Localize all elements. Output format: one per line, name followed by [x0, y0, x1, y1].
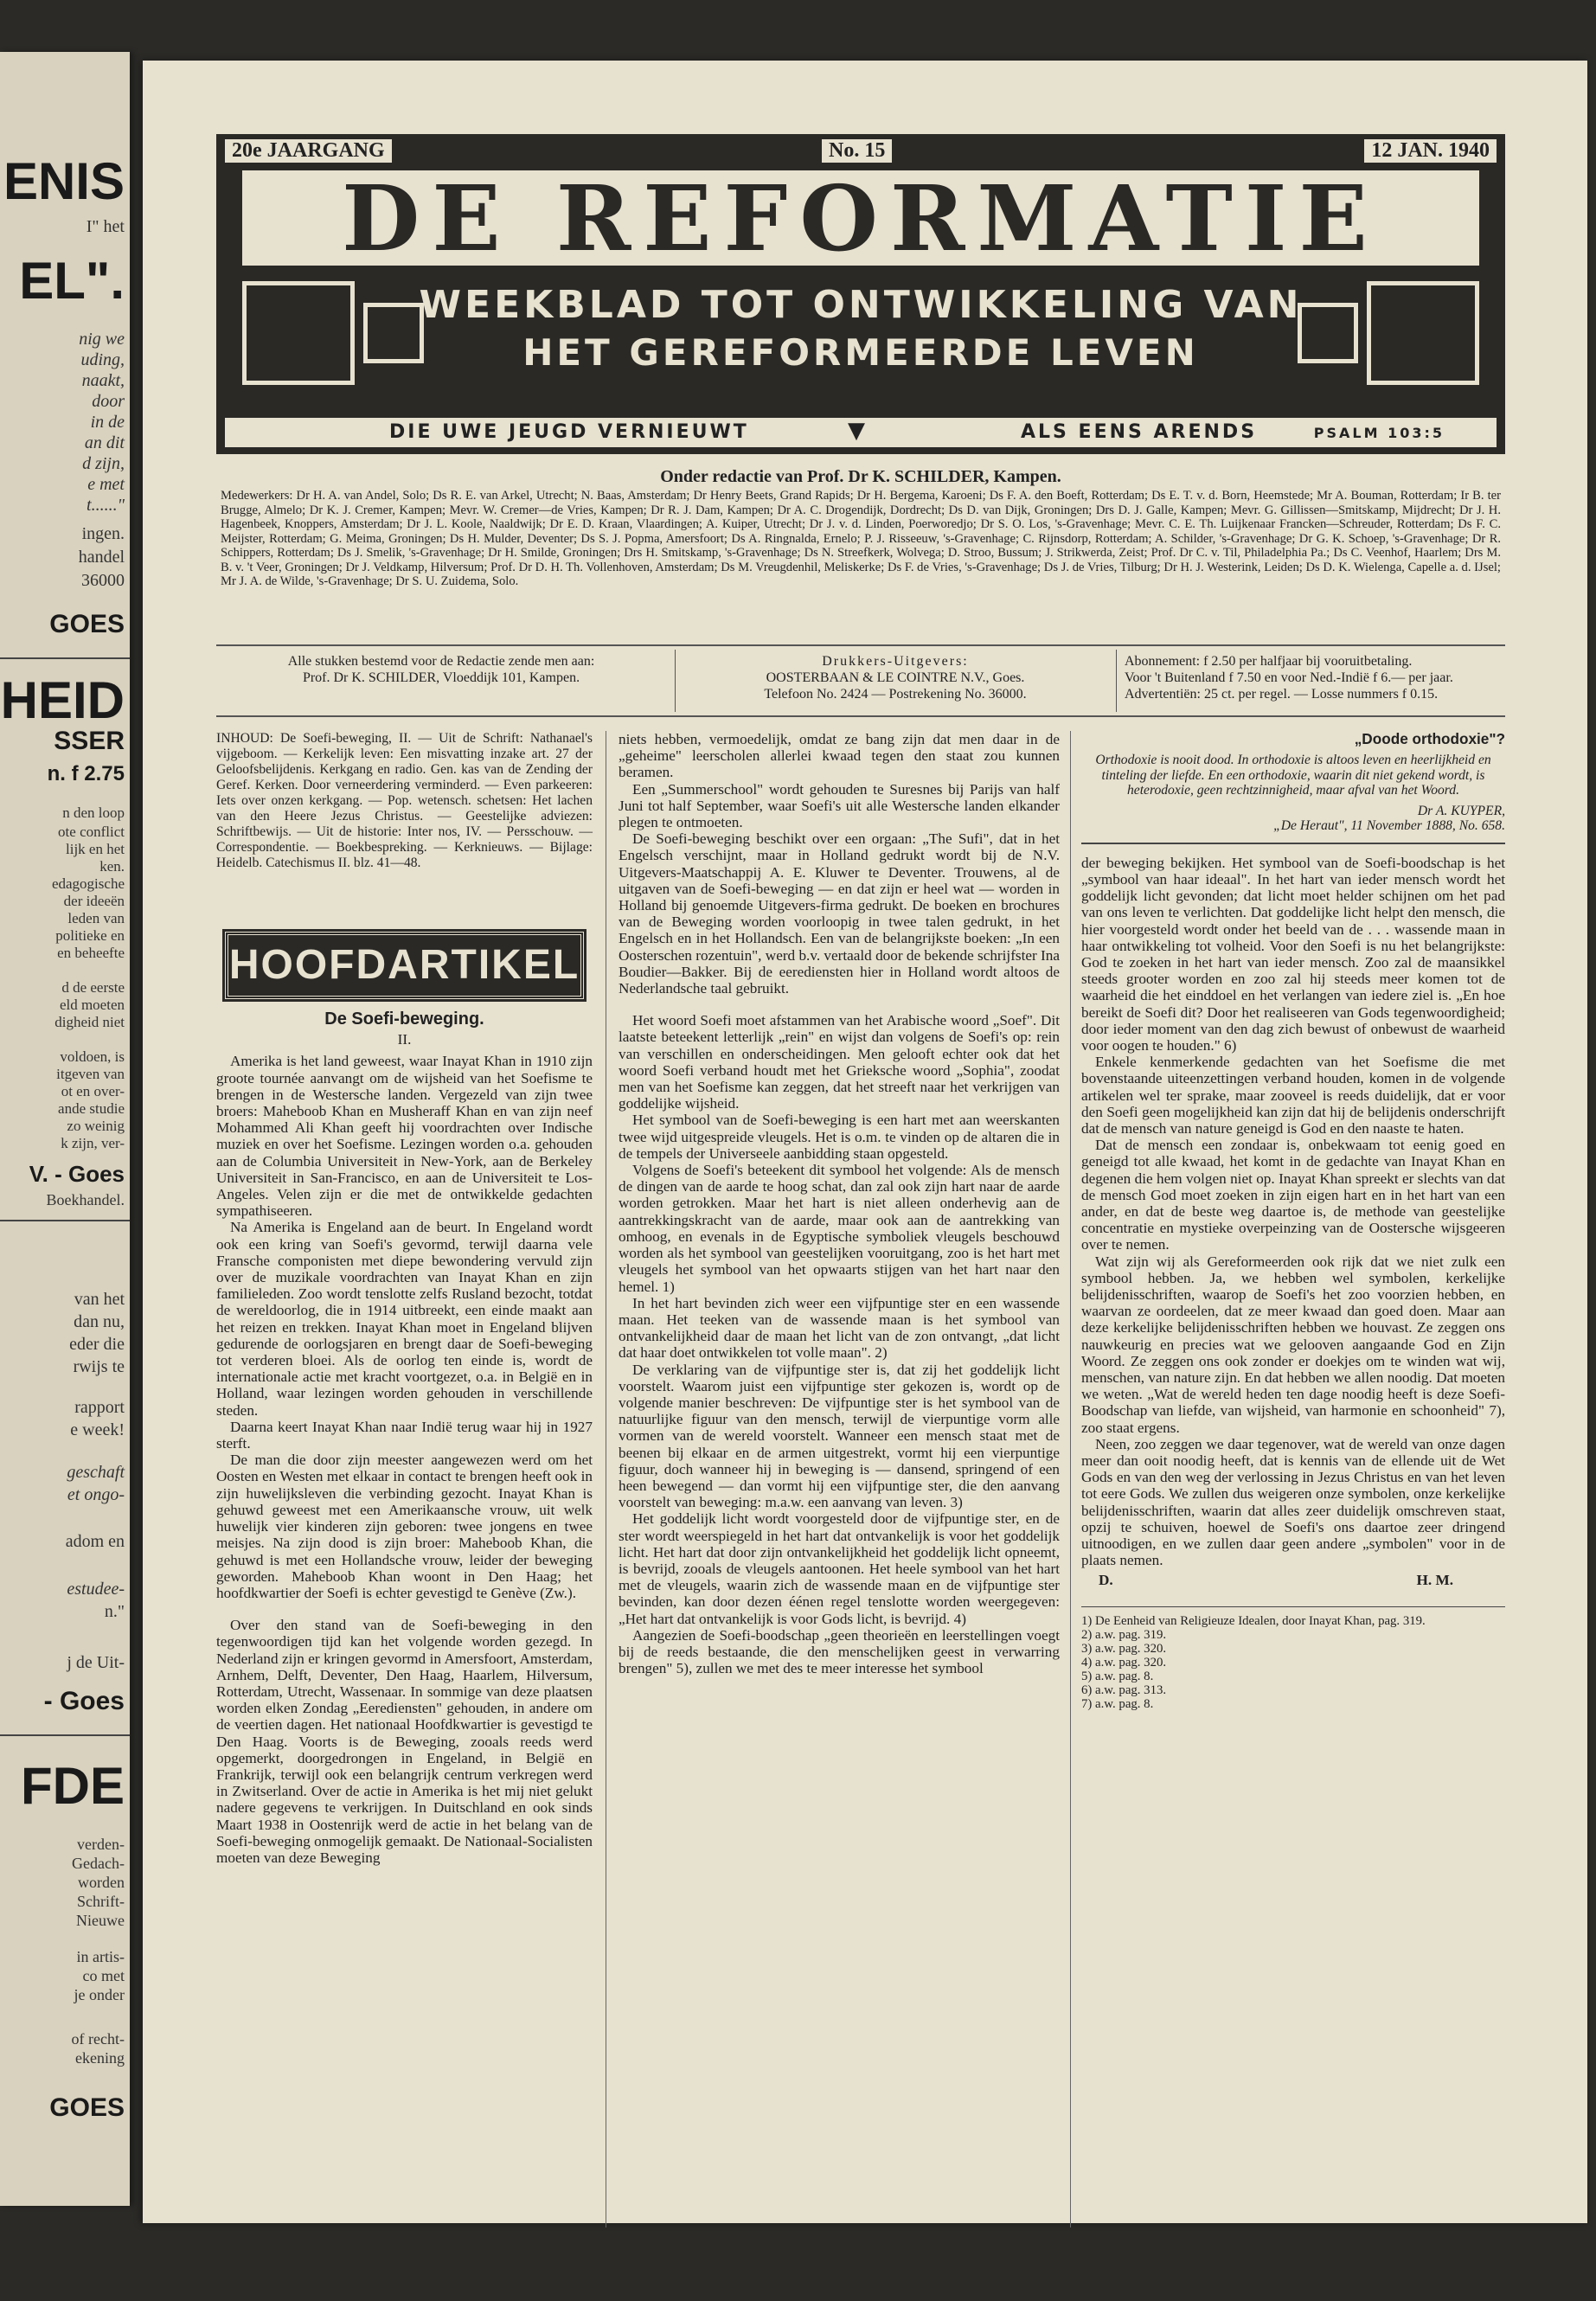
strip-text: edagogische	[51, 875, 125, 892]
divider	[675, 650, 676, 712]
editorial-address-line: Prof. Dr K. SCHILDER, Vloeddijk 101, Kampen.	[302, 670, 580, 685]
strip-text: door	[92, 392, 125, 411]
strip-text: et ongo-	[67, 1485, 125, 1504]
article-part-number: II.	[397, 1031, 412, 1048]
strip-rule	[0, 1220, 130, 1221]
strip-text: ingen.	[81, 524, 125, 543]
article-signature	[1081, 1572, 1505, 1588]
strip-text: - Goes	[43, 1687, 125, 1715]
divider	[1116, 650, 1117, 712]
strip-text: Gedach-	[72, 1855, 125, 1872]
quote-box	[1081, 731, 1505, 844]
issue-date: 12 JAN. 1940	[1364, 139, 1497, 163]
strip-text: je onder	[74, 1986, 125, 2003]
strip-text: d zijn,	[82, 454, 125, 473]
strip-text: leden van	[67, 910, 125, 926]
strip-text: of recht-	[71, 2030, 125, 2048]
strip-text: t......"	[87, 496, 125, 515]
strip-text: n den loop	[62, 804, 125, 821]
footnote: 6) a.w. pag. 313.	[1081, 1682, 1167, 1697]
article-paragraph: Een „Summerschool" wordt gehouden te Suresnes bij Parijs van half Juni tot half September, waar Soefi's uit alle Westersche landen elkander plegen te ontmoeten.	[619, 780, 1060, 831]
article-paragraph: Het goddelijk licht wordt voorgesteld door de vijfpuntige ster, en de ster wordt weerspiegeld in het hart dat ontvankelijk is voor het goddelijk licht. Het hart dat door zijn ontvankelijkheid het goddelijk licht opneemt, is bevrijd, zooals de vleugels aantoonen. Het heele symbool van het hart met de vleugels, waarin zich de wassende maan en de vijfpuntige ster bevinden, kan door dezen éénen regel tenslotte worden weergegeven: „Het hart dat ontvankelijk is voor Gods licht, is bevrijd. 4)	[619, 1510, 1060, 1627]
article-title: De Soefi-beweging.	[324, 1009, 484, 1029]
strip-text: voldoen, is	[60, 1048, 125, 1065]
previous-page-strip	[0, 52, 130, 2206]
signature-right: H. M.	[1416, 1572, 1453, 1589]
strip-text: Boekhandel.	[46, 1191, 125, 1208]
strip-text: I" het	[86, 217, 125, 236]
column-divider	[1070, 731, 1071, 2227]
strip-rule	[0, 1734, 130, 1736]
article-paragraph: De verklaring van de vijfpuntige ster is, dat zij het goddelijk licht voorstelt. Waarom juist een vijfpuntige ster gekozen is, wordt op de volgende manier beschreven: De vijfpuntige ster is het symbool van de natuurlijke figuur van den mensch, terwijl de vierpuntige vorm alle vormen van de wereld voorstelt. Wanneer een mensch staat met de beenen bij elkaar en de armen uitgestrekt, vormt hij een vierpuntige figuur, doch wanneer hij in beweging is — dansend, springend of een heen bewegend — dan vormt hij een vijfpuntige ster, die den aanvang voorstelt van beweging: m.a.w. een aanvang van leven. 3)	[619, 1361, 1060, 1511]
strip-text: co met	[82, 1967, 125, 1984]
publisher-contact: Telefoon No. 2424 — Postrekening No. 36000.	[764, 687, 1027, 702]
strip-text: en beheefte	[57, 945, 125, 961]
motto-bar	[225, 418, 1497, 447]
editor-line: Onder redactie van Prof. Dr K. SCHILDER, Kampen.	[660, 467, 1061, 486]
strip-text: ken.	[99, 858, 125, 875]
article-paragraph: Over den stand van de Soefi-beweging in den tegenwoordigen tijd kan het volgende worden gezegd. In Nederland zijn er kringen gevormd in Amersfoort, Amsterdam, Arnhem, Delft, Deventer, Den Haag, Haarlem, Hilversum, Rotterdam, Utrecht, Wassenaar. In sommige van deze plaatsen worden elken Zondag „Eerediensten" gehouden, in andere om de veertien dagen. Het nationaal Hoofdkwartier is gevestigd te Den Haag. Voorts is de Beweging, zooals reeds werd opgemerkt, doorgedrongen in Engeland, in België en Frankrijk, terwijl ook een belangrijk centrum verkregen werd in Zwitserland. Over de actie in Amerika is het mij niet gelukt nadere gegevens te verkrijgen. In Duitschland en ook sinds Maart 1938 in Oostenrijk werd de actie in het belang van de Soefi-beweging onmogelijk gemaakt. De Nationaal-Socialisten moeten van deze Beweging	[216, 1617, 593, 1866]
article-paragraph: Aangezien de Soefi-boodschap „geen theorieën en leerstellingen voegt bij de reeds bestaande, die den menschelijken geest in verwarring brengen" 5), zullen we met des te meer interesse het symbool	[619, 1626, 1060, 1677]
article-paragraph: Neen, zoo zeggen we daar tegenover, wat de wereld van onze dagen meer dan ooit noodig heeft, dat is kennis van de ellende uit de Wet Gods en van den weg der verlossing in Jezus Christus en van het leven tot eere Gods. We zullen dus weigeren onze symbolen, onze kerkelijke belijdenisschriften, waarin dat alles zeer duidelijk omschreven staat, opzij te schuiven, hoewel de Soefi's ons daartoe zeer dringend uitnoodigen, en we zullen daar geen andere „symbolen" voor in de plaats nemen.	[1081, 1435, 1505, 1569]
strip-text: Nieuwe	[76, 1912, 125, 1929]
strip-text: ot en over-	[61, 1083, 125, 1099]
strip-text: worden	[78, 1874, 125, 1891]
strip-text: eder die	[69, 1335, 125, 1354]
strip-text: n."	[104, 1602, 125, 1621]
strip-text: politieke en	[55, 927, 125, 944]
footnote: 7) a.w. pag. 8.	[1081, 1696, 1154, 1711]
strip-text: lijk en het	[66, 841, 125, 857]
strip-text: ande studie	[58, 1100, 125, 1117]
subscription-line: Voor 't Buitenland f 7.50 en voor Ned.-Indië f 6.— per jaar.	[1125, 670, 1453, 685]
issue-number: No. 15	[822, 139, 892, 163]
strip-text: SSER	[54, 727, 125, 755]
article-paragraph: Amerika is het land geweest, waar Inayat Khan in 1910 zijn groote tournée aanvangt om de wijsheid van het Soefisme te brengen in de Westersche landen. Vergezeld van zijn twee broers: Maheboob Khan en Musheraff Khan en van zijn neef Mohammed Ali Khan geeft hij voordrachten over Indische muziek en over het Soefisme. Lezingen worden o.a. gehouden aan de Columbia Universiteit in New-York, aan de Berkeley Universiteit in San-Francisco, en aan de Universiteit te Los-Angeles. Velen zijn er die met de ontwikkelde gedachten sympathiseeren.	[216, 1053, 593, 1220]
strip-text: 36000	[81, 571, 125, 590]
article-paragraph: Na Amerika is Engeland aan de beurt. In Engeland wordt ook een kring van Soefi's gevormd, terwijl daarna vele Fransche componisten met diepe bewondering vervuld zijn over de muzikale voordrachten van Inayat Khan en zijn familieleden. Zoo wordt tenslotte zelfs Rusland bezocht, totdat de wereldoorlog, die in 1914 uitbreekt, een einde maakt aan het reizen en trekken. Inayat Khan moet in Engeland blijven gedurende de oorlogsjaren en brengt daar de Soefi-beweging tot verderen bloei. Als de oorlog ten einde is, wordt de internationale actie met kracht voortgezet, o.a. in België en in Holland, waar lezingen worden gehouden in verschillende steden.	[216, 1219, 593, 1419]
article-paragraph: der beweging bekijken. Het symbool van de Soefi-boodschap is het „symbool van haar ideaal". In het hart van ieder mensch wordt het goddelijk licht gevonden; dat licht moet helder schijnen om het pad van ons leven te verlichten. Dat goddelijke licht helpt den mensch, die hier voorgesteld wordt onder het beeld van de . . . wassende maan in haar ontwikkeling tot volheid. Voor den Soefi is nu het belangrijkste: God te zoeken in het hart van ieder mensch. Zoo zal de maansikkel steeds grooter worden en zoo zal hij steeds meer komen tot de waarheid die het einddoel en het verlangen van iedere ziel is. „En hoe bereikt de Soefi dit? Door het realiseeren van Gods tegenwoordigheid; door ieder moment van den dag zich bewust of onbewust de waarheid voor oogen te houden." 6)	[1081, 854, 1505, 1054]
strip-text: GOES	[49, 610, 125, 638]
strip-text: e met	[87, 475, 125, 494]
jaargang-label: 20e JAARGANG	[225, 139, 392, 163]
strip-text: EL".	[19, 252, 125, 310]
strip-text: in de	[90, 413, 125, 432]
strip-text: geschaft	[67, 1463, 125, 1482]
article-paragraph: Daarna keert Inayat Khan naar Indië terug waar hij in 1927 sterft.	[216, 1418, 593, 1452]
quote-source: „De Heraut", 11 November 1888, No. 658.	[1273, 818, 1505, 834]
article-paragraph: Dat de mensch een zondaar is, onbekwaam tot eenig goed en geneigd tot alle kwaad, het komt in de gedachte van Inayat Khan en degenen die hem volgen niet op. Inayat Khan spreekt er slechts van dat de mensch God moet zoeken in zijn eigen hart en in het hart van een ander, en dat de beste weg daartoe is, de methode van geestelijke concentratie en mystieke overpeinzing van de Oostersche wijsgeeren over te nemen.	[1081, 1137, 1505, 1253]
footnote: 5) a.w. pag. 8.	[1081, 1669, 1154, 1683]
title-panel	[242, 164, 1479, 272]
publisher-label: Drukkers-Uitgevers:	[822, 654, 969, 669]
strip-text: verden-	[77, 1836, 125, 1853]
publication-info	[216, 644, 1505, 717]
column-1	[216, 731, 593, 1866]
strip-text: GOES	[49, 2093, 125, 2122]
strip-text: estudee-	[67, 1580, 125, 1599]
article-paragraph: Wat zijn wij als Gereformeerden ook rijk dat we niet zulk een symbool hebben. Ja, we hebben wel symbolen, kerkelijke belijdenisschriften, waarop de Soefi's het zoo voorzien hebben, en waarvan ze oordeelen, dat ze meer kwaad dan goed doen. Maar aan deze kerkelijke belijdenisschriften hebben we houvast. Ze zeggen ons nauwkeurig en precies wat we gelooven aangaande God en Zijn Woord. Ze zeggen ons ook zonder er doekjes om te winden wat wij, menschen, van nature zijn. En dat hebben we allen noodig. Dat moeten we weten. „Wat de wereld heden ten dage noodig heeft is deze Soefi-Boodschap van liefde, van wijsheid, van harmonie en schoonheid" 7), zoo staat ergens.	[1081, 1253, 1505, 1436]
article-paragraph: In het hart bevinden zich weer een vijfpuntige ster en een wassende maan. Het teeken van de wassende maan is het symbool van ontvankelijkheid daar de maan het licht van de zon ontvangt, „dat licht dat haar doet ontwikkelen tot volle maan". 2)	[619, 1294, 1060, 1362]
strip-text: zo weinig	[67, 1118, 125, 1134]
strip-text: ekening	[75, 2049, 125, 2067]
strip-text: e week!	[70, 1420, 125, 1439]
newspaper-page	[143, 61, 1587, 2223]
quote-text: Orthodoxie is nooit dood. In orthodoxie is altoos leven en heerlijkheid en tinteling der liefde. En een orthodoxie, waarin dit niet gekend wordt, is heterodoxie, geen rechtzinnigheid, maar afval van het Woord.	[1095, 753, 1491, 798]
strip-text: rapport	[74, 1398, 125, 1417]
eagle-icon: ▼	[848, 418, 868, 444]
strip-text: ote conflict	[58, 824, 125, 840]
strip-text: naakt,	[81, 371, 125, 390]
editorial-address-line: Alle stukken bestemd voor de Redactie zende men aan:	[287, 654, 595, 669]
strip-text: d de eerste	[61, 979, 125, 996]
section-banner: HOOFDARTIKEL	[225, 932, 584, 999]
strip-text: V. - Goes	[29, 1161, 125, 1187]
psalm-reference: PSALM 103:5	[1313, 425, 1445, 441]
masthead-subtitle-1: WEEKBLAD TOT ONTWIKKELING VAN	[419, 283, 1303, 327]
publisher-name: OOSTERBAAN & LE COINTRE N.V., Goes.	[766, 670, 1025, 685]
signature-left: D.	[1099, 1572, 1113, 1589]
motto-right: ALS EENS ARENDS	[1021, 421, 1258, 443]
subscription-line: Abonnement: f 2.50 per halfjaar bij vooruitbetaling.	[1125, 654, 1413, 669]
strip-text: der ideeën	[63, 893, 125, 909]
strip-text: nig we	[79, 330, 125, 349]
quote-title: „Doode orthodoxie"?	[1354, 730, 1505, 747]
footnote: 2) a.w. pag. 319.	[1081, 1627, 1167, 1642]
masthead-topbar	[225, 139, 1497, 163]
footnote: 4) a.w. pag. 320.	[1081, 1655, 1167, 1670]
masthead	[216, 134, 1505, 454]
strip-text: digheid niet	[54, 1014, 125, 1030]
strip-text: eld moeten	[59, 997, 125, 1013]
article-paragraph: Het woord Soefi moet afstammen van het Arabische woord „Soef". Dit laatste beteekent letterlijk „rein" en wijst dan volgens de Soefi's op: rein van verschillen en onderscheidingen. Men gelooft echter ook dat het woord Soefi verband houdt met het Grieksche woord „Sophia", zoodat men van het Soefisme kan zeggen, dat het streeft naar het verkrijgen van goddelijke wijsheid.	[619, 1012, 1060, 1112]
masthead-subtitle-2: HET GEREFORMEERDE LEVEN	[522, 331, 1199, 374]
strip-text: rwijs te	[73, 1357, 125, 1376]
footnote: 1) De Eenheid van Religieuze Idealen, door Inayat Khan, pag. 319.	[1081, 1613, 1426, 1628]
article-paragraph: Het symbool van de Soefi-beweging is een hart met aan weerskanten twee wijd uitgespreide vleugels. Het is o.m. te vinden op de altaren die in de tempels der Universeele aanbidding staan opgesteld.	[619, 1112, 1060, 1162]
strip-text: adom en	[65, 1532, 125, 1551]
strip-text: k zijn, ver-	[61, 1135, 125, 1151]
table-of-contents: INHOUD: De Soefi-beweging, II. — Uit de Schrift: Nathanael's vijgeboom. — Kerkelijk leven: Een misvatting inzake art. 27 der Geloofsbelijdenis. Kerkgang en radio. Gen. kas van de Zending der Geref. Kerken. Door verneerdering verminderd. — Even parkeeren: Iets over onzen kerkgang. — Pop. wetensch. schetsen: Het lachen van den Heere Jezus Christus. — Geestelijke adviezen: Schriftbewijs. — Uit de historie: Inter nos, IV. — Persschouw. — Correspondentie. — Boekbespreking. — Kerknieuws. — Bijlage: Heidelb. Catechismus II. blz. 41—48.	[216, 731, 593, 870]
quote-author: Dr A. KUYPER,	[1417, 803, 1505, 818]
strip-text: an dit	[84, 433, 125, 452]
strip-text: n. f 2.75	[47, 762, 125, 785]
advertising-line: Advertentiën: 25 ct. per regel. — Losse nummers f 0.15.	[1125, 687, 1439, 702]
column-3	[1081, 731, 1505, 1711]
subscription-info	[1125, 653, 1505, 702]
strip-text: FDE	[21, 1757, 125, 1815]
strip-text: van het	[74, 1290, 125, 1309]
strip-text: handel	[78, 548, 125, 567]
column-2	[619, 731, 1060, 1676]
strip-text: HEID	[0, 671, 125, 729]
strip-text: itgeven van	[56, 1066, 125, 1082]
contributors-list: Medewerkers: Dr H. A. van Andel, Solo; Ds R. E. van Arkel, Utrecht; N. Baas, Amsterdam; Dr Henry Beets, Grand Rapids; Dr H. Bergema, Karoeni; Ds F. A. den Boeft, Rotterdam; Ds E. T. v. d. Born, Heemstede; Mr A. Bouman, Rotterdam; Ir B. ter Brugge, Almelo; Dr K. J. Cremer, Kampen; Mevr. W. Cremer—de Vries, Kampen; Dr R. J. Dam, Kampen; Dr A. C. Drogendijk, Dordrecht; Ds D. van Dijk, Groningen; Drs D. J. Galle, Kampen; Mevr. G. Gillissen—Smitskamp, Mijdrecht; Dr J. H. Hagenbeek, Knoppers, Amsterdam; Dr J. L. Koole, Naaldwijk; Dr E. D. Kraan, Vlaardingen; A. Kuiper, Utrecht; Dr J. v. d. Linden, Poerworedjo; Dr S. O. Los, 's-Gravenhage; Mevr. C. E. Th. Luijkenaar Francken—Schreuder, Rotterdam; Ds F. C. Meijster, Rotterdam; G. Meima, Groningen; Ds H. Mulder, Deventer; Ds S. J. Popma, Amersfoort; Ds A. Ringnalda, Ernelo; P. J. Risseeuw, 's-Gravenhage; C. Rijnsdorp, Rotterdam; A. Schilder, 's-Gravenhage; Dr G. K. Schoep, 's-Gravenhage; Dr R. Schippers, Rotterdam; Ds J. Smelik, 's-Gravenhage; Dr H. Smilde, Groningen; Drs H. Smitskamp, 's-Gravenhage; Ds N. Streefkerk, Wolvega; D. Stroo, Bussum; J. Strikwerda, Zeist; Prof. Dr C. v. Til, Philadelphia Pa.; Ds C. Veenhof, Haarlem; Drs M. B. v. 't Veer, Groningen; Dr J. Veldkamp, Hilversum; Prof. Dr D. H. Th. Vollenhoven, Amsterdam; Ds M. Vreugdenhil, Meliskerke; Ds F. de Vries, 's-Gravenhage; Ds J. de Vries, Tilburg; Dr H. J. Westerink, Leiden; Ds D. K. Wielenga, Capelle a. d. IJsel; Mr J. A. de Wilde, 's-Gravenhage; Dr S. U. Zuidema, Solo.	[221, 489, 1501, 588]
strip-rule	[0, 657, 130, 659]
article-paragraph: De Soefi-beweging beschikt over een orgaan: „The Sufi", dat in het Engelsch verschijnt, maar in Holland gedrukt wordt bij de N.V. Uitgevers-Maatschappij A. E. Kluwer te Deventer. Trouwens, al de uitgaven van de Soefi-beweging — en dat zijn er heel wat — worden in Holland bij genoemde Uitgevers-firma gedrukt. De boeken en brochures van de Beweging worden voorloopig in twee talen gedrukt, in het Engelsch en in het Hollandsch. Een van de belangrijkste boeken: „In een Oosterschen rozentuin", werd b.v. vertaald door de bekende schrijfster Ina Boudier—Bakker. Bij de eerediensten hier in Holland wordt altoos de Nederlandsche taal gebruikt.	[619, 830, 1060, 997]
strip-text: in artis-	[76, 1948, 125, 1965]
article-paragraph: niets hebben, vermoedelijk, omdat ze bang zijn dat men daar in de „geheime" leerscholen allerlei kwaad tegen den staat zou kunnen beramen.	[619, 731, 1060, 781]
strip-text: dan nu,	[74, 1312, 125, 1331]
editorial-address	[225, 653, 657, 686]
newspaper-title: DE REFORMATIE	[342, 164, 1380, 272]
strip-text: ENIS	[3, 152, 125, 210]
publisher-info	[683, 653, 1107, 702]
strip-text: Schrift-	[77, 1893, 125, 1910]
footnote: 3) a.w. pag. 320.	[1081, 1641, 1167, 1656]
motto-left: DIE UWE JEUGD VERNIEUWT	[389, 421, 749, 443]
article-paragraph: Enkele kenmerkende gedachten van het Soefisme die met bovenstaande uiteenzettingen verband houden, komen in de volgende artikelen wel ter sprake, maar zooveel is reeds duidelijk, dat er voor den Soefi geen mogelijkheid kan zijn dat hij de belijdenis onderschrijft dat de mensch van nature geneigd is God en den naaste te haten.	[1081, 1054, 1505, 1137]
footnotes	[1081, 1606, 1505, 1711]
strip-text: j de Uit-	[67, 1653, 125, 1672]
article-paragraph: Volgens de Soefi's beteekent dit symbool het volgende: Als de mensch de dingen van de aarde te hoog schat, dan zal ook zijn hart naar de aarde worden getrokken. Maar het hart is niet alleen onderhevig aan de aantrekkingskracht van de aarde, maar ook aan de aantrekking van omhoog, en evenals in de Egyptische symboliek vleugels beschouwd worden als het symbool van geestelijken vooruitgang, zoo is het hart met vleugels het symbool van het opwaarts stijgen van het hart naar den hemel. 1)	[619, 1162, 1060, 1295]
strip-text: uding,	[80, 350, 125, 369]
article-paragraph: De man die door zijn meester aangewezen werd om het Oosten en Westen met elkaar in contact te brengen heeft ook in zijn huwelijksleven die verbinding gezocht. Inayat Khan is gehuwd geweest met een Amerikaansche vrouw, uit welk huwelijk vier kinderen zijn geboren: twee jongens en twee meisjes. Na zijn dood is zijn broer: Maheboob Khan, die gehuwd is met een Hollandsche vrouw, leider der beweging geworden. Maheboob Khan woont in Den Haag; het hoofdkwartier der Soefi is echter gevestigd te Genève (Zw.).	[216, 1452, 593, 1601]
